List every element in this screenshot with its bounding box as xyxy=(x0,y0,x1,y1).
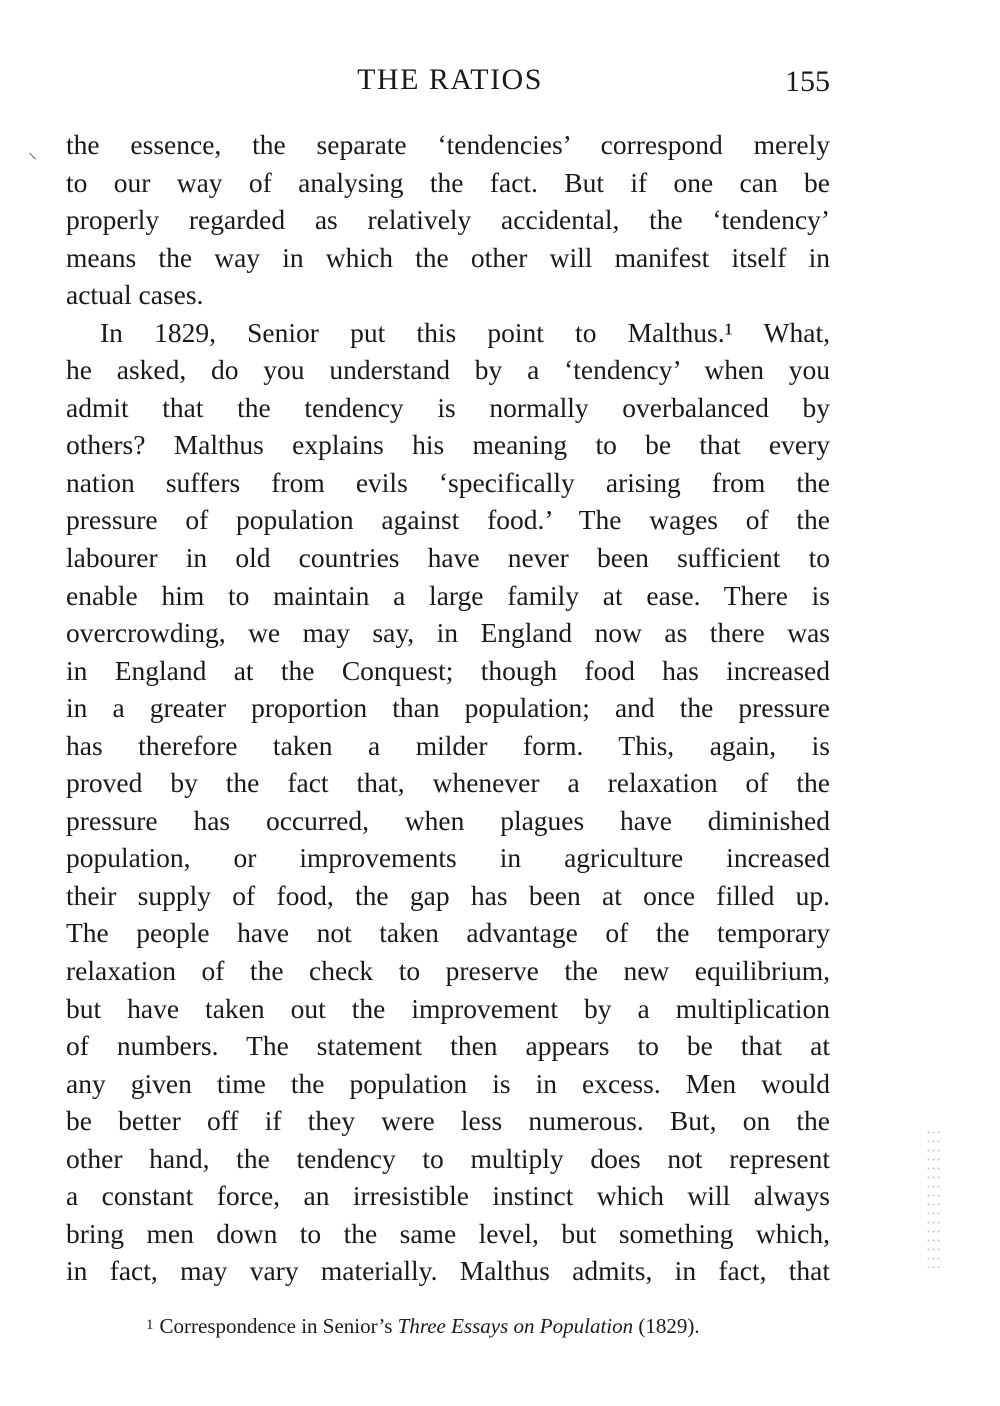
text-line: pressure of population against food.’ The wages of the xyxy=(66,504,830,536)
text-line: pressure has occurred, when plagues have diminished xyxy=(66,804,830,836)
text-line: means the way in which the other will manifest itself in xyxy=(66,241,830,273)
text-line: overcrowding, we may say, in England now as there was xyxy=(66,617,830,649)
text-line: population, or improvements in agriculture increased xyxy=(66,842,830,874)
text-line: but have taken out the improvement by a multiplication xyxy=(66,992,830,1024)
text-line: in fact, may vary materially. Malthus admits, in fact, that xyxy=(66,1255,830,1287)
body-text xyxy=(66,126,830,1290)
text-line: enable him to maintain a large family at ease. There is xyxy=(66,579,830,611)
text-line: other hand, the tendency to multiply does not represent xyxy=(66,1142,830,1174)
text-line: properly regarded as relatively accidental, the ‘tendency’ xyxy=(66,204,830,236)
footnote xyxy=(146,1310,846,1341)
text-line: labourer in old countries have never been sufficient to xyxy=(66,542,830,574)
text-line: bring men down to the same level, but something which, xyxy=(66,1217,830,1249)
paragraph-start-line: In 1829, Senior put this point to Malthus.¹ What, xyxy=(100,316,830,348)
page-number: 155 xyxy=(785,65,830,98)
text-line: to our way of analysing the fact. But if one can be xyxy=(66,166,830,198)
text-line: of numbers. The statement then appears to be that at xyxy=(66,1030,830,1062)
text-line: relaxation of the check to preserve the new equilibrium, xyxy=(66,955,830,987)
text-line: in England at the Conquest; though food has increased xyxy=(66,654,830,686)
running-head xyxy=(0,60,1000,104)
text-line: actual cases. xyxy=(66,279,204,311)
text-line: admit that the tendency is normally overbalanced by xyxy=(66,391,830,423)
footnote-text: Correspondence in Senior’s xyxy=(159,1314,398,1338)
text-line: has therefore taken a milder form. This, again, is xyxy=(66,729,830,761)
scan-edge-specks xyxy=(926,1128,940,1268)
text-line: a constant force, an irresistible instinct which will always xyxy=(66,1180,830,1212)
text-line: The people have not taken advantage of the temporary xyxy=(66,917,830,949)
text-line: he asked, do you understand by a ‘tendency’ when you xyxy=(66,354,830,386)
text-line: any given time the population is in excess. Men would xyxy=(66,1067,830,1099)
footnote-book-title: Three Essays on Population xyxy=(397,1314,634,1338)
chapter-title: THE RATIOS xyxy=(357,63,543,96)
margin-mark: ⸜ xyxy=(28,142,37,163)
footnote-year: (1829). xyxy=(633,1314,700,1338)
text-line: others? Malthus explains his meaning to be that every xyxy=(66,429,830,461)
text-line: be better off if they were less numerous. But, on the xyxy=(66,1105,830,1137)
text-line: their supply of food, the gap has been at once filled up. xyxy=(66,879,830,911)
text-line: nation suffers from evils ‘specifically arising from the xyxy=(66,466,830,498)
text-line: in a greater proportion than population; and the pressure xyxy=(66,692,830,724)
text-line: proved by the fact that, whenever a relaxation of the xyxy=(66,767,830,799)
footnote-marker: 1 xyxy=(146,1317,154,1333)
text-line: the essence, the separate ‘tendencies’ correspond merely xyxy=(66,129,830,160)
